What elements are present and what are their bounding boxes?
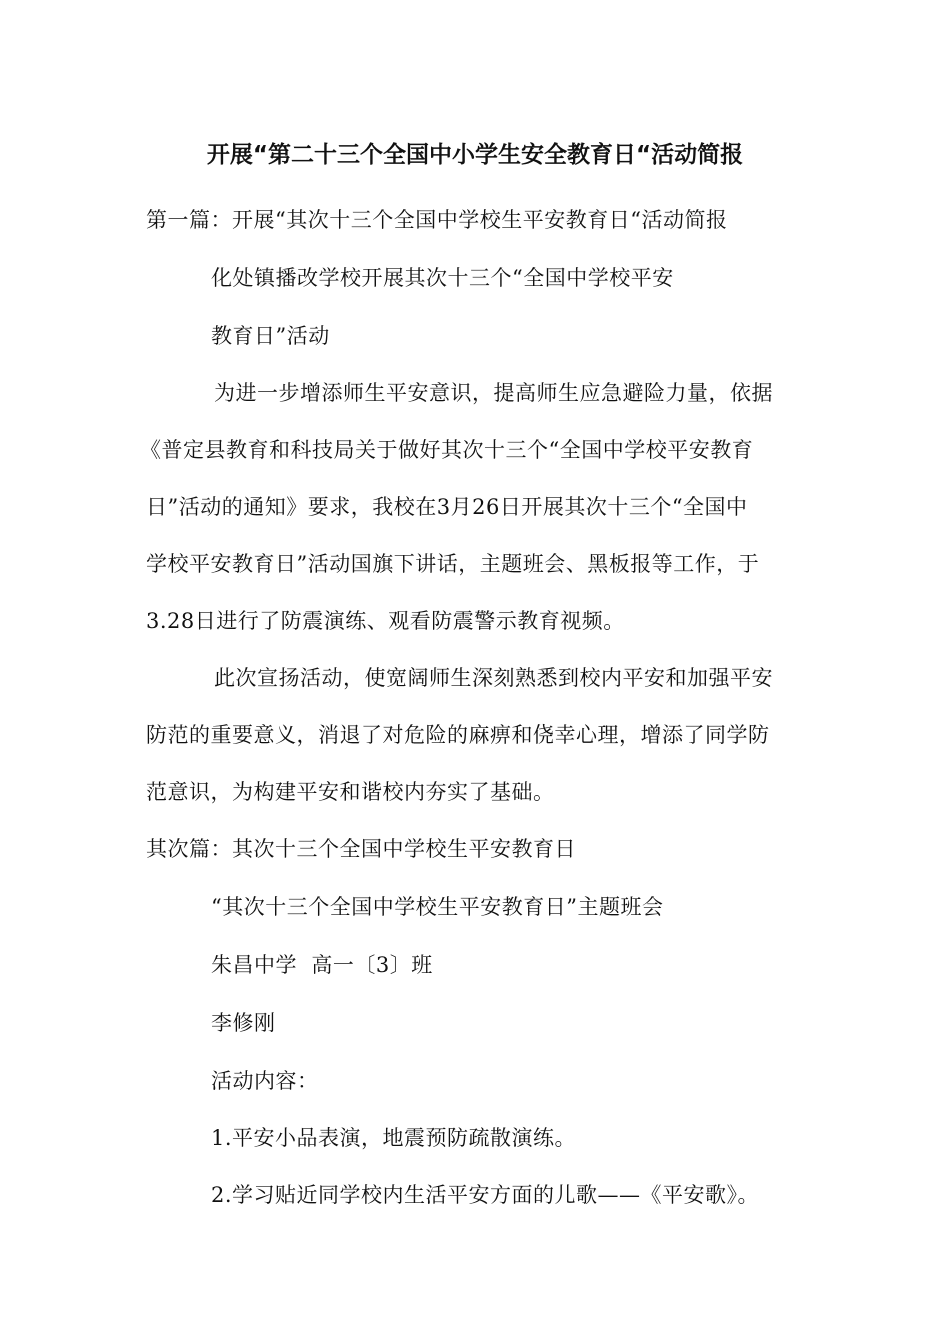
section1-para1-line: 学校平安教育日”活动国旗下讲话，主题班会、黑板报等工作，于 bbox=[146, 552, 760, 576]
section2-heading: 其次篇：其次十三个全国中学校生平安教育日 bbox=[146, 837, 576, 861]
section2-activity-label: 活动内容： bbox=[211, 1069, 319, 1093]
section1-para2-line: 防范的重要意义，消退了对危险的麻痹和侥幸心理，增添了同学防 bbox=[146, 723, 770, 747]
section2-activity-item: 1.平安小品表演，地震预防疏散演练。 bbox=[211, 1126, 577, 1150]
section2-school-class: 朱昌中学 高一〔3〕班 bbox=[211, 953, 433, 977]
section1-para1-line: 《普定县教育和科技局关于做好其次十三个“全国中学校平安教育 bbox=[140, 438, 754, 462]
document-title: 开展“第二十三个全国中小学生安全教育日“活动简报 bbox=[206, 142, 744, 168]
section2-teacher: 李修刚 bbox=[211, 1011, 276, 1035]
section1-para1-line: 3.28日进行了防震演练、观看防震警示教育视频。 bbox=[146, 609, 625, 633]
section1-para1-line: 为进一步增添师生平安意识，提高师生应急避险力量，依据 bbox=[214, 381, 773, 405]
section2-activity-item: 2.学习贴近同学校内生活平安方面的儿歌——《平安歌》。 bbox=[211, 1183, 760, 1207]
section1-para2-line: 范意识，为构建平安和谐校内夯实了基础。 bbox=[146, 780, 555, 804]
section1-para1-line: 日”活动的通知》要求，我校在3月26日开展其次十三个“全国中 bbox=[146, 495, 748, 519]
section1-heading: 第一篇：开展“其次十三个全国中学校生平安教育日“活动简报 bbox=[146, 208, 728, 232]
section2-subtitle: “其次十三个全国中学校生平安教育日”主题班会 bbox=[211, 895, 664, 919]
section1-subtitle-line1: 化处镇播改学校开展其次十三个“全国中学校平安 bbox=[211, 266, 674, 290]
section1-subtitle-line2: 教育日”活动 bbox=[211, 324, 330, 348]
section1-para2-line: 此次宣扬活动，使宽阔师生深刻熟悉到校内平安和加强平安 bbox=[214, 666, 773, 690]
